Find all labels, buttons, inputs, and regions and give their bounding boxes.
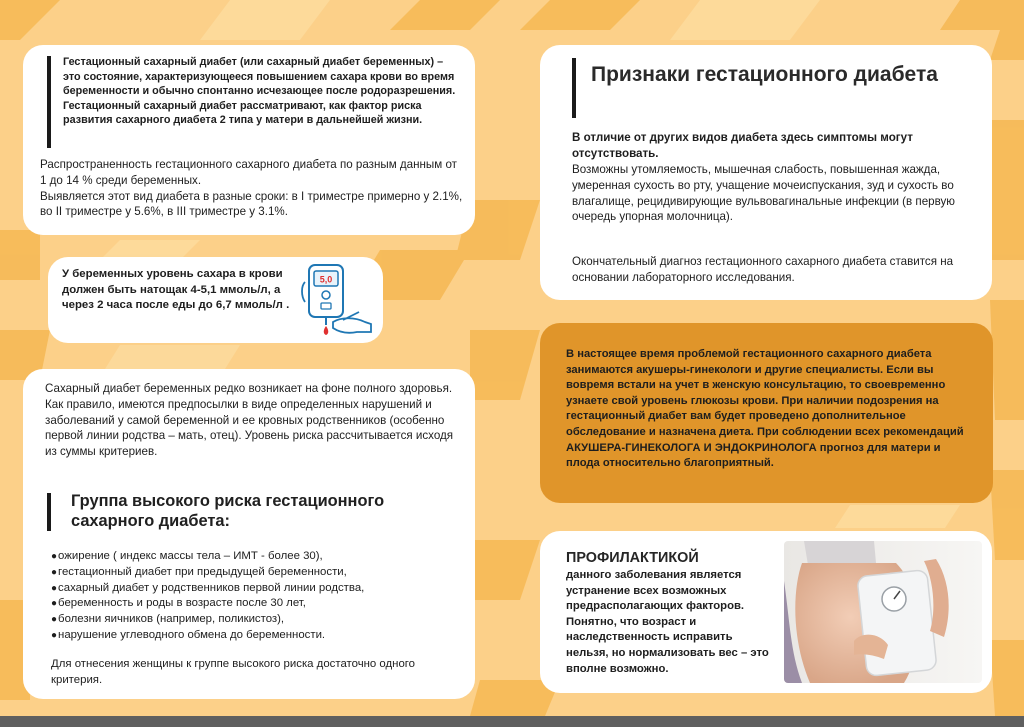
intro-card: [23, 45, 475, 235]
risk-factor-list: [51, 549, 461, 644]
bottom-border: [0, 716, 1024, 727]
trimester-text: Выявляется этот вид диабета в разные сроки: в I триместре примерно у 2.1%, во II триместре у 5.6%, в III триместре у 3.1%.: [40, 189, 463, 219]
sugar-level-card: [48, 257, 383, 343]
prevention-card: [540, 531, 992, 693]
bullet-icon: ●: [51, 598, 58, 610]
prevention-text: данного заболевания является устранение всех возможных предрасполагающих факторов. Понятно, что возраст и наследственность исправить нельзя, но нормализовать вес – это вполне возможно.: [566, 569, 769, 675]
specialists-emphasis: АКУШЕРА-ГИНЕКОЛОГА И ЭНДОКРИНОЛОГА: [566, 441, 817, 454]
list-item: ●болезни яичников (например, поликистоз),: [51, 613, 285, 626]
signs-lead-text: В отличие от других видов диабета здесь симптомы могут отсутствовать.: [572, 131, 913, 160]
bullet-icon: ●: [51, 614, 58, 626]
signs-card: [540, 45, 992, 300]
risk-intro-text: Сахарный диабет беременных редко возникает на фоне полного здоровья. Как правило, имеются предпосылки в виде определенных нарушений и заболеваний у самой беременной и ее кровных родственников (особенно первой линии родства – мать, отец). Уровень риска рассчитывается исходя из суммы критериев.: [45, 382, 454, 459]
list-item: ●нарушение углеводного обмена до беременности.: [51, 628, 326, 641]
risk-group-card: [23, 369, 475, 699]
accent-bar: [572, 58, 576, 118]
accent-bar: [47, 56, 51, 148]
specialists-card: [540, 323, 993, 503]
pregnant-woman-with-scale-photo: [784, 541, 982, 683]
bullet-icon: ●: [51, 629, 58, 641]
bullet-icon: ●: [51, 551, 58, 562]
prevalence-text: Распространенность гестационного сахарного диабета по разным данным от 1 до 14 % среди беременных.: [40, 158, 457, 187]
list-item: ●ожирение ( индекс массы тела – ИМТ - более 30),: [51, 550, 323, 562]
signs-title: Признаки гестационного диабета: [591, 63, 938, 86]
risk-group-heading: Группа высокого риска гестационного сахарного диабета:: [71, 492, 385, 530]
glucometer-icon: [299, 262, 375, 340]
specialists-text: В настоящее время проблемой гестационного сахарного диабета занимаются акушеры-гинекологи и другие специалисты. Если вы вовремя встали на учет в женскую консультацию, то своевременно узнаете свой уровень глюкозы крови. При наличии подозрения на гестационный диабет вам будет проведено дополнительное обследование и назначена диета. При соблюдении всех рекомендаций АКУШЕРА-ГИНЕКОЛОГА И ЭНДОКРИНОЛОГА прогноз для матери и плода относительно благоприятный.: [566, 348, 964, 470]
accent-bar: [47, 493, 51, 531]
bullet-icon: ●: [51, 566, 58, 578]
intro-definition-text: Гестационный сахарный диабет (или сахарный диабет беременных) – это состояние, характеризующееся повышением сахара крови во время беременности и обычно спонтанно исчезающее после родоразрешения. Гестационный сахарный диабет рассматривают, как фактор риска развития сахарного диабета 2 типа у матери в дальнейшей жизни.: [63, 56, 456, 127]
list-item: ●сахарный диабет у родственников первой линии родства,: [51, 581, 365, 594]
list-item: ●беременность и роды в возрасте после 30 лет,: [51, 597, 306, 610]
symptoms-text: Возможны утомляемость, мышечная слабость, повышенная жажда, умеренная сухость во рту, учащение мочеиспускания, зуд и сухость во влагалище, рецидивирующие вульвовагинальные инфекции (в первую очередь упорная молочница).: [572, 163, 955, 224]
bullet-icon: ●: [51, 582, 58, 594]
intro-prevalence-block: [40, 157, 465, 220]
sugar-level-text: У беременных уровень сахара в крови должен быть натощак 4-5,1 ммоль/л, а через 2 часа после еды до 6,7 ммоль/л .: [62, 268, 290, 312]
prevention-title: ПРОФИЛАКТИКОЙ: [566, 550, 699, 566]
diagnosis-text: Окончательный диагноз гестационного сахарного диабета ставится на основании лабораторного исследования.: [572, 255, 954, 284]
list-item: ●гестационный диабет при предыдущей беременности,: [51, 565, 347, 578]
meter-display-value: 5,0: [319, 274, 333, 285]
risk-footer-text: Для отнесения женщины к группе высокого риска достаточно одного критерия.: [51, 658, 416, 686]
